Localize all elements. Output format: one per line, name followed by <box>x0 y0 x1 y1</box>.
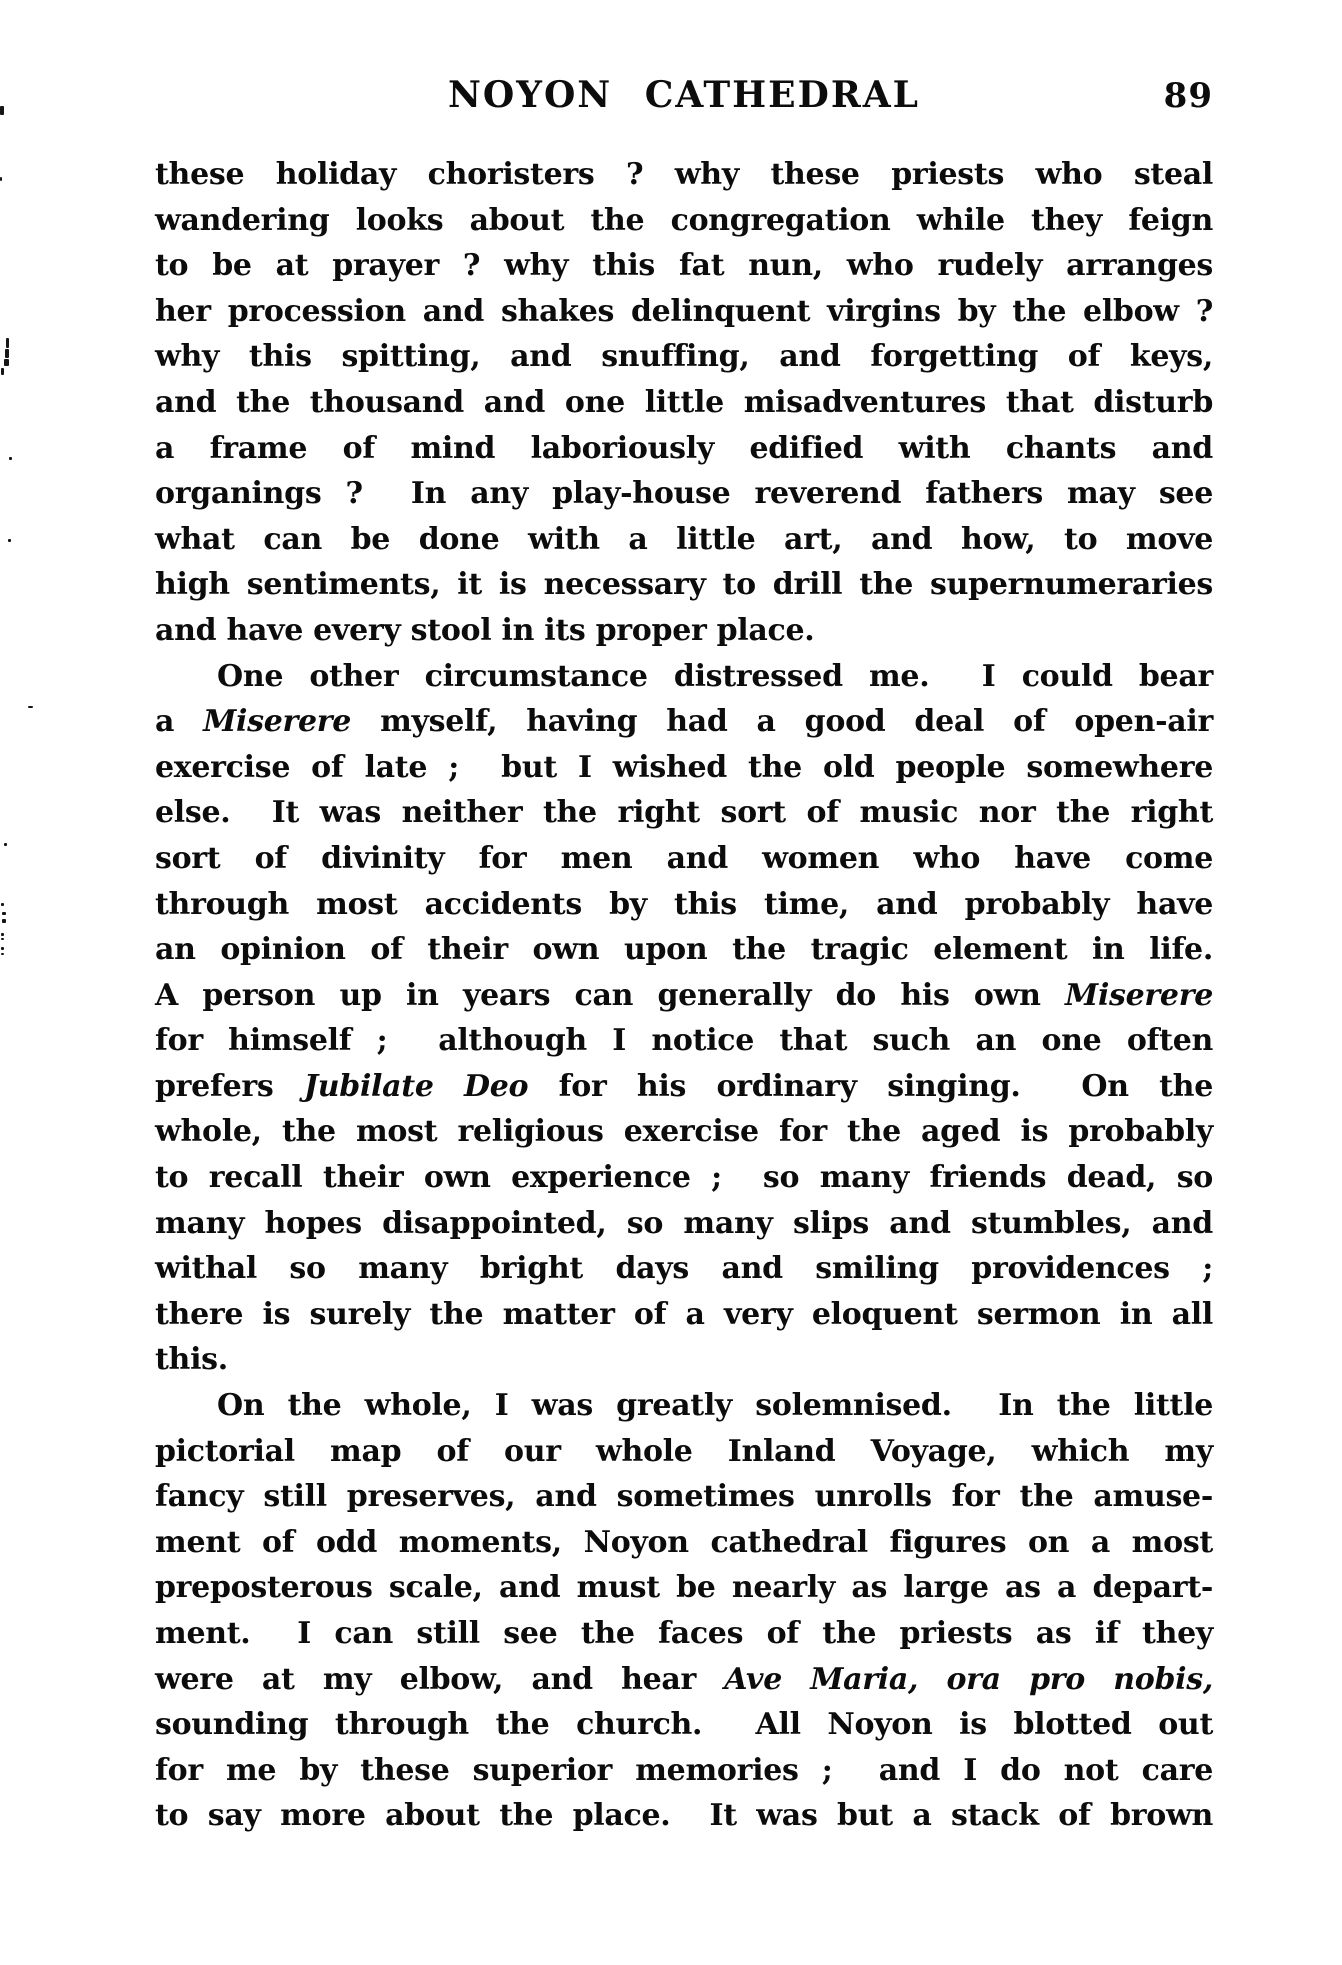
page-number: 89 <box>1163 76 1213 116</box>
text-line <box>155 471 1213 517</box>
running-header-title: NOYON CATHEDRAL <box>447 74 920 116</box>
text-segment: One other circumstance distressed me. I could bear <box>217 658 1213 694</box>
text-segment: high sentiments, it is necessary to drill the supernumeraries <box>155 567 1213 603</box>
text-line <box>155 562 1213 608</box>
text-line <box>155 1337 1213 1383</box>
scan-speck <box>6 338 9 348</box>
text-line <box>155 1109 1213 1155</box>
text-segment: and the thousand and one little misadventures that disturb <box>155 384 1213 420</box>
text-line <box>155 1201 1213 1247</box>
text-line <box>155 745 1213 791</box>
text-line <box>155 790 1213 836</box>
text-line <box>155 927 1213 973</box>
text-line <box>155 1748 1213 1794</box>
text-segment: there is surely the matter of a very eloquent sermon in all <box>155 1296 1213 1332</box>
paragraph <box>155 654 1213 1384</box>
italic-phrase: Jubilate Deo <box>303 1068 529 1104</box>
text-segment: whole, the most religious exercise for the aged is probably <box>155 1114 1213 1150</box>
text-segment: wandering looks about the congregation while they feign <box>155 202 1213 238</box>
text-line <box>155 973 1213 1019</box>
italic-phrase: Miserere <box>203 704 352 740</box>
page-header <box>155 74 1213 124</box>
scan-speck <box>0 106 4 115</box>
text-line <box>155 152 1213 198</box>
text-line <box>155 1611 1213 1657</box>
text-line <box>155 654 1213 700</box>
scan-speck <box>8 539 11 542</box>
text-segment: were at my elbow, and hear <box>155 1661 725 1697</box>
paragraph <box>155 152 1213 654</box>
scan-speck <box>28 706 33 708</box>
text-segment: for his ordinary singing. On the <box>528 1068 1213 1104</box>
scan-speck <box>0 177 2 181</box>
text-line <box>155 517 1213 563</box>
text-segment: for me by these superior memories ; and I do not care <box>155 1752 1213 1788</box>
scan-speck <box>2 912 6 915</box>
text-segment: else. It was neither the right sort of music nor the right <box>155 795 1213 831</box>
scan-speck <box>9 457 12 460</box>
text-segment: pictorial map of our whole Inland Voyage, which my <box>155 1433 1213 1469</box>
text-line <box>155 1702 1213 1748</box>
text-segment: fancy still preserves, and sometimes unrolls for the amuse- <box>155 1479 1213 1515</box>
scan-speck <box>1 903 4 906</box>
text-segment: a frame of mind laboriously edified with chants and <box>155 430 1213 466</box>
scan-speck <box>1 953 4 955</box>
text-segment: her procession and shakes delinquent virgins by the elbow ? <box>155 293 1213 329</box>
text-line <box>155 882 1213 928</box>
text-segment: prefers <box>155 1068 304 1104</box>
text-segment: sounding through the church. All Noyon is blotted out <box>155 1707 1213 1743</box>
text-line <box>155 1018 1213 1064</box>
text-line <box>155 198 1213 244</box>
text-line <box>155 836 1213 882</box>
text-line <box>155 608 1213 654</box>
text-line <box>155 1565 1213 1611</box>
text-segment: preposterous scale, and must be nearly as large as a depart- <box>155 1570 1213 1606</box>
scan-speck <box>4 843 7 846</box>
text-segment: through most accidents by this time, and probably have <box>155 886 1213 922</box>
italic-phrase: Ave Maria, ora pro nobis, <box>724 1661 1213 1697</box>
scan-speck <box>1 938 4 940</box>
text-segment: ment. I can still see the faces of the priests as if they <box>155 1616 1213 1651</box>
scan-speck <box>4 359 9 366</box>
text-segment: many hopes disappointed, so many slips and stumbles, and <box>155 1205 1213 1241</box>
text-segment: these holiday choristers ? why these priests who steal <box>155 157 1213 192</box>
text-line <box>155 380 1213 426</box>
text-segment: myself, having had a good deal of open-air <box>351 704 1213 740</box>
text-line <box>155 1155 1213 1201</box>
text-line <box>155 289 1213 335</box>
text-line <box>155 1429 1213 1475</box>
text-line <box>155 426 1213 472</box>
text-segment: a <box>155 704 204 740</box>
text-segment: an opinion of their own upon the tragic element in life. <box>155 932 1213 968</box>
text-line <box>155 1657 1213 1703</box>
text-line <box>155 1246 1213 1292</box>
scan-speck <box>1 947 4 950</box>
text-line <box>155 1292 1213 1338</box>
scan-speck <box>1 933 4 936</box>
text-segment: what can be done with a little art, and how, to move <box>155 521 1213 557</box>
text-segment: ment of odd moments, Noyon cathedral figures on a most <box>155 1524 1213 1560</box>
text-segment: A person up in years can generally do his own <box>155 977 1066 1013</box>
text-segment: organings ? In any play-house reverend fathers may see <box>155 476 1213 512</box>
text-segment: On the whole, I was greatly solemnised. In the little <box>217 1388 1213 1424</box>
scan-speck <box>1 368 4 375</box>
text-segment: and have every stool in its proper place. <box>155 612 815 648</box>
text-segment: to say more about the place. It was but a stack of brown <box>155 1798 1213 1834</box>
italic-phrase: Miserere <box>1065 977 1213 1013</box>
text-line <box>155 1474 1213 1520</box>
text-line <box>155 243 1213 289</box>
text-segment: to be at prayer ? why this fat nun, who rudely arranges <box>155 248 1213 284</box>
text-line <box>155 1064 1213 1110</box>
text-segment: exercise of late ; but I wished the old people somewhere <box>155 749 1213 785</box>
text-segment: this. <box>155 1342 228 1378</box>
text-line <box>155 1793 1213 1839</box>
text-segment: sort of divinity for men and women who have come <box>155 840 1213 876</box>
paragraph <box>155 1383 1213 1839</box>
text-segment: why this spitting, and snuffing, and forgetting of keys, <box>155 339 1213 375</box>
scan-speck <box>2 919 6 923</box>
body-text <box>155 152 1213 1839</box>
scan-speck <box>5 349 9 358</box>
text-segment: to recall their own experience ; so many friends dead, so <box>155 1160 1213 1196</box>
text-segment: withal so many bright days and smiling providences ; <box>155 1251 1213 1287</box>
text-line <box>155 699 1213 745</box>
text-line <box>155 334 1213 380</box>
text-segment: for himself ; although I notice that such an one often <box>155 1023 1213 1059</box>
text-line <box>155 1383 1213 1429</box>
text-line <box>155 1520 1213 1566</box>
